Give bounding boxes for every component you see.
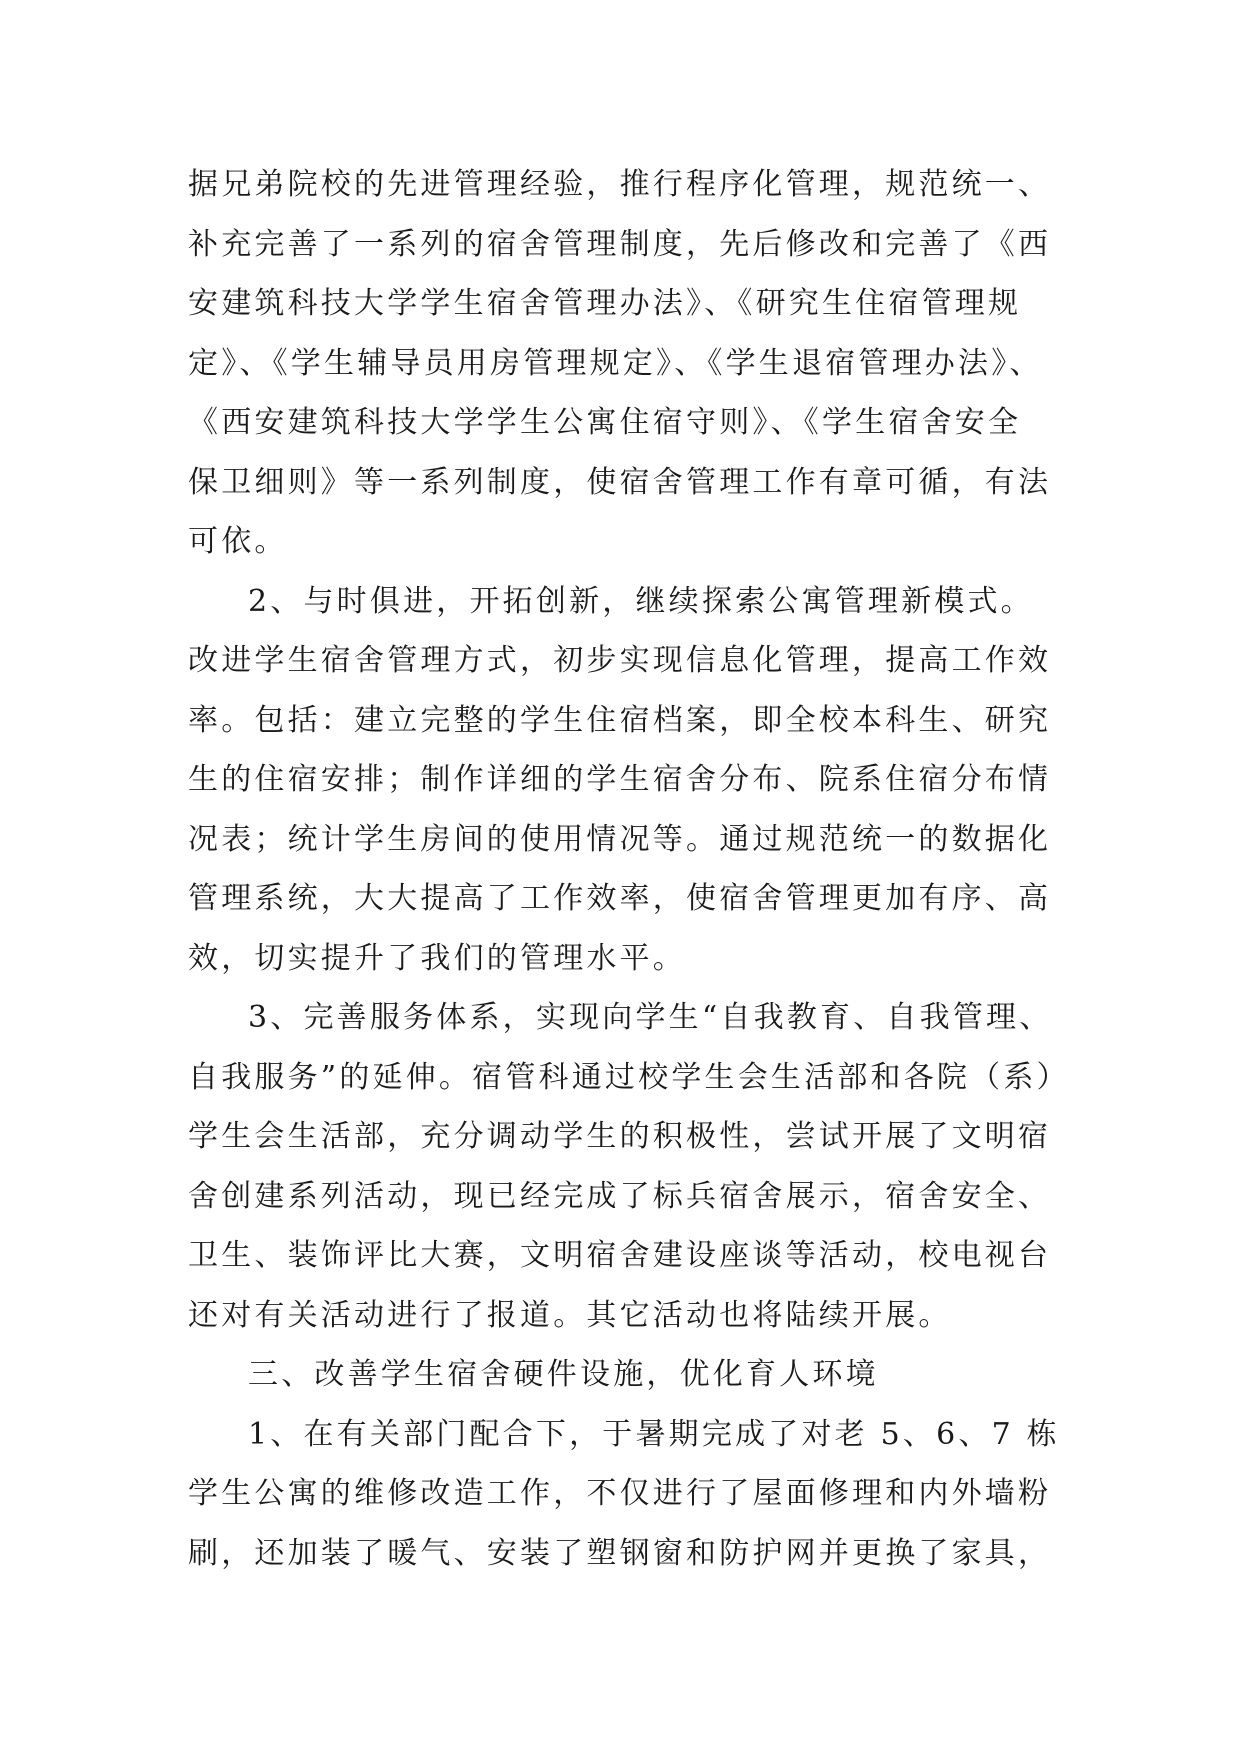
text-line: 可依。 — [188, 524, 288, 559]
text-line: 学生公寓的维修改造工作，不仅进行了屋面修理和内外墙粉 — [188, 1476, 1052, 1511]
paragraph-start-line: 2、与时俱进，开拓创新，继续探索公寓管理新模式。 — [248, 583, 1034, 619]
text-line: 卫生、装饰评比大赛，文明宿舍建设座谈等活动，校电视台 — [188, 1238, 1052, 1273]
text-line: 学生会生活部，充分调动学生的积极性，尝试开展了文明宿 — [188, 1119, 1052, 1154]
text-line: 刷，还加装了暖气、安装了塑钢窗和防护网并更换了家具， — [188, 1535, 1052, 1571]
text-line: 保卫细则》等一系列制度，使宿舍管理工作有章可循，有法 — [188, 464, 1052, 500]
text-line: 生的住宿安排；制作详细的学生宿舍分布、院系住宿分布情 — [188, 762, 1052, 797]
document-body — [188, 155, 1068, 1583]
text-line: 定》、《学生辅导员用房管理规定》、《学生退宿管理办法》、 — [188, 345, 1043, 381]
text-line: 补充完善了一系列的宿舍管理制度，先后修改和完善了《西 — [188, 226, 1052, 262]
paragraph-start-line: 3、完善服务体系，实现向学生“自我教育、自我管理、 — [248, 1000, 1053, 1035]
text-line: 况表；统计学生房间的使用情况等。通过规范统一的数据化 — [188, 821, 1052, 857]
text-line: 改进学生宿舍管理方式，初步实现信息化管理，提高工作效 — [188, 643, 1052, 678]
text-line: 率。包括：建立完整的学生住宿档案，即全校本科生、研究 — [188, 702, 1052, 738]
text-line: 管理系统，大大提高了工作效率，使宿舍管理更加有序、高 — [188, 881, 1052, 916]
paragraph-start-line: 1、在有关部门配合下，于暑期完成了对老 5、6、7 栋 — [248, 1416, 1060, 1452]
text-line: 据兄弟院校的先进管理经验，推行程序化管理，规范统一、 — [188, 167, 1052, 202]
section-heading: 三、改善学生宿舍硬件设施，优化育人环境 — [248, 1357, 879, 1392]
text-line: 自我服务”的延伸。宿管科通过校学生会生活部和各院（系） — [188, 1059, 1070, 1095]
text-line: 还对有关活动进行了报道。其它活动也将陆续开展。 — [188, 1297, 952, 1333]
text-line: 效，切实提升了我们的管理水平。 — [188, 940, 686, 976]
text-line: 舍创建系列活动，现已经完成了标兵宿舍展示，宿舍安全、 — [188, 1178, 1052, 1214]
text-line: 安建筑科技大学学生宿舍管理办法》、《研究生住宿管理规 — [188, 286, 1022, 321]
text-line: 《西安建筑科技大学学生公寓住宿守则》、《学生宿舍安全 — [188, 405, 1022, 440]
